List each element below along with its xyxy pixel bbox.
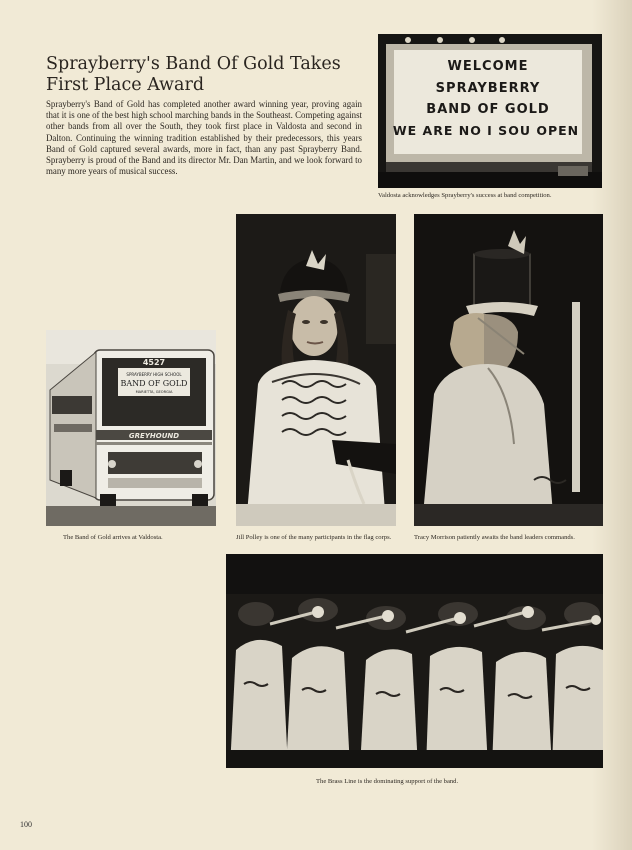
sign-caption: Valdosta acknowledges Sprayberry's success at band competition. bbox=[378, 192, 552, 199]
sign-text-line-4: WE ARE NO I SOU OPEN bbox=[392, 123, 580, 138]
page-number: 100 bbox=[20, 820, 32, 829]
article-title bbox=[46, 54, 366, 96]
flag-corps-caption: Jill Polley is one of the many participants in the flag corps. bbox=[236, 534, 392, 541]
band-leader-caption: Tracy Morrison patiently awaits the band leaders commands. bbox=[414, 534, 575, 541]
bus-number: 4527 bbox=[142, 358, 166, 367]
flag-corps-member-illustration bbox=[236, 214, 396, 526]
sign-text-line-3: BAND OF GOLD bbox=[426, 102, 550, 117]
bus-destination-line-2: BAND OF GOLD bbox=[120, 379, 188, 388]
brass-line-caption: The Brass Line is the dominating support of the band. bbox=[316, 778, 459, 785]
sign-text-line-2: SPRAYBERRY bbox=[435, 81, 541, 96]
sign-text-line-1: WELCOME bbox=[447, 59, 529, 74]
greyhound-bus-illustration bbox=[46, 330, 216, 526]
band-leader-illustration bbox=[414, 214, 603, 526]
welcome-sign-illustration bbox=[378, 34, 602, 188]
bus-destination-line-1: SPRAYBERRY HIGH SCHOOL bbox=[126, 372, 182, 377]
brass-line-illustration bbox=[226, 554, 603, 768]
welcome-sign-photo bbox=[378, 34, 602, 188]
bus-destination-line-3: MARIETTA, GEORGIA bbox=[135, 390, 173, 394]
article-body: Sprayberry's Band of Gold has completed another award winning year, proving again that it is one of the best high school marching bands in the Southeast. Competing against other bands from all over the South, they took first place in Valdosta and second in Dalton. Continuing the winning tradition established by their predecessors, this years Band of Gold captured several awards, more in fact, than any past Sprayberry Band. Sprayberry is proud of the Band and its director Mr. Dan Martin, and we look forward to many more years of musical success. bbox=[46, 99, 362, 177]
flag-corps-photo bbox=[236, 214, 396, 526]
band-leader-photo bbox=[414, 214, 603, 526]
bus-brand: GREYHOUND bbox=[128, 432, 180, 440]
brass-line-photo bbox=[226, 554, 603, 768]
bus-photo bbox=[46, 330, 216, 526]
bus-caption: The Band of Gold arrives at Valdosta. bbox=[63, 534, 163, 541]
article-title-line-2: First Place Award bbox=[46, 75, 205, 95]
article-title-line-1: Sprayberry's Band Of Gold Takes bbox=[46, 54, 341, 74]
